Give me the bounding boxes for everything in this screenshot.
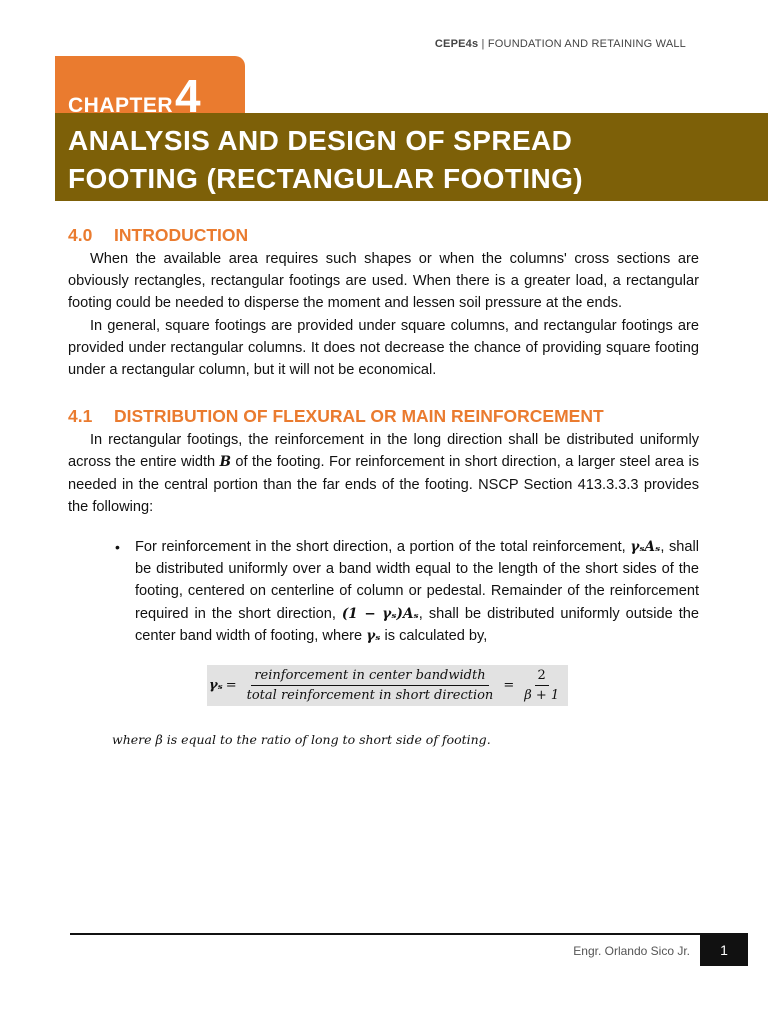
- chapter-title: [68, 122, 728, 198]
- chapter-label: [68, 70, 201, 122]
- course-code: CEPE4s: [434, 38, 479, 50]
- fraction-denominator: total reinforcement in short direction: [246, 688, 494, 704]
- fraction-numerator: 2: [535, 668, 549, 686]
- text-run: , shall be distributed uniformly outside the center band width of footing, where: [135, 605, 699, 644]
- text-run: , shall be distributed uniformly over a band width equal to the length of the short sides of the footing, centered on centerline of column or pedestal. Remainder of the reinforcement required in the short direction,: [135, 539, 699, 622]
- chapter-number: 4: [175, 70, 201, 122]
- chapter-word: CHAPTER: [68, 94, 174, 117]
- section-number: 4.1: [68, 406, 93, 427]
- footer-author: Engr. Orlando Sico Jr.: [573, 944, 690, 958]
- text-run: For reinforcement in the short direction, a portion of the total reinforcement,: [135, 539, 631, 556]
- footer-divider: [70, 933, 700, 935]
- section-title: DISTRIBUTION OF FLEXURAL OR MAIN REINFORCEMENT: [114, 406, 604, 427]
- text-run: In rectangular footings, the reinforcement in the long direction shall be distributed uniformly across the entire width: [68, 432, 699, 471]
- math-remainder: (1 − γₛ)Aₛ: [341, 605, 419, 622]
- section-number: 4.0: [68, 225, 93, 245]
- header-separator: |: [481, 38, 485, 50]
- chapter-title-line-2: FOOTING (RECTANGULAR FOOTING): [68, 163, 584, 194]
- formula-box: [207, 665, 568, 706]
- formula-equals: =: [503, 678, 515, 694]
- section-heading-introduction: [68, 222, 699, 248]
- gamma-formula: [207, 665, 699, 706]
- fraction-numerator: reinforcement in center bandwidth: [251, 668, 488, 686]
- section-heading-distribution: [68, 403, 699, 429]
- formula-lhs: γₛ: [209, 678, 223, 694]
- intro-paragraph-1: When the available area requires such shapes or when the columns' cross sections are obviously rectangles, rectangular footings are used. When there is a greater load, a rectangular footing could be needed to disperse the moment and lessen soil pressure at the ends.: [68, 251, 699, 312]
- formula-fraction-1: [244, 668, 497, 703]
- width-variable: B: [219, 454, 231, 471]
- formula-fraction-2: [521, 668, 562, 703]
- text-run: is calculated by,: [380, 627, 488, 644]
- formula-equals: =: [225, 678, 237, 694]
- bullet-list: [68, 536, 699, 647]
- math-gamma-as: γₛAₛ: [630, 539, 661, 556]
- page-number: 1: [700, 933, 748, 966]
- text-run: of the footing. For reinforcement in short direction, a larger steel area is needed in the central portion than the far ends of the footing. NSCP Section 413.3.3.3 provides the following:: [68, 454, 699, 515]
- fraction-denominator: β + 1: [524, 688, 560, 704]
- chapter-title-line-1: ANALYSIS AND DESIGN OF SPREAD: [68, 125, 573, 156]
- page-content: [68, 222, 699, 747]
- list-item: [115, 536, 699, 647]
- course-title: FOUNDATION AND RETAINING WALL: [487, 38, 686, 50]
- bullet-dot-icon: •: [115, 539, 120, 556]
- section-title: INTRODUCTION: [114, 225, 249, 245]
- formula-where-note: where β is equal to the ratio of long to short side of footing.: [112, 732, 491, 748]
- page-header: [435, 38, 686, 50]
- distribution-paragraph: [68, 429, 699, 518]
- intro-paragraph-2: In general, square footings are provided under square columns, and rectangular footings are provided under rectangular columns. It does not decrease the chance of providing square footing under a rectangular column, but it will not be economical.: [68, 317, 699, 379]
- math-gamma: γₛ: [366, 627, 381, 644]
